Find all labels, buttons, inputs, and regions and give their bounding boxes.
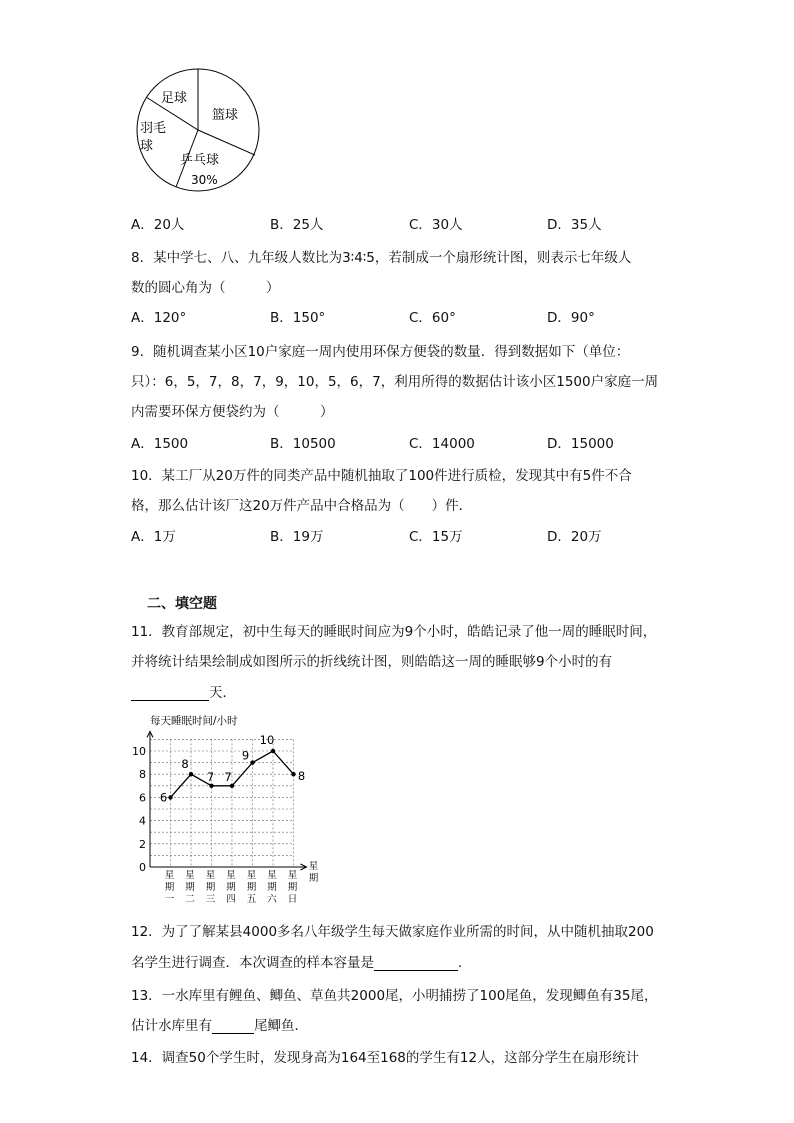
q8-option-c: C．60° [409, 310, 456, 326]
x-tick-label: 星 [185, 870, 195, 881]
x-tick-label: 星 [205, 870, 216, 881]
q7-option-c: C．30人 [409, 217, 463, 233]
x-tick-label: 期 [164, 882, 175, 893]
x-tick-label: 星 [267, 870, 277, 881]
data-label: 6 [159, 790, 168, 805]
pie-label-pingpong-pct: 30% [191, 173, 218, 187]
q8-line-1: 8．某中学七、八、九年级人数比为3∶4∶5，若制成一个扇形统计图，则表示七年级人 [131, 250, 632, 266]
data-label: 7 [224, 769, 232, 784]
x-tick-label: 星 [287, 870, 298, 881]
data-point [230, 784, 234, 788]
x-axis-title: 星 [308, 861, 319, 872]
q9-line-2: 只）：6，5，7，8，7，9，10，5，6，7，利用所得的数据估计该小区1500户家庭一周 [131, 374, 659, 390]
q10-option-b: B．19万 [270, 529, 324, 545]
q10-option-a: A．1万 [131, 529, 176, 545]
q13-line-2-prefix: 估计水库里有 [131, 1018, 212, 1034]
q12-line-2 [131, 951, 472, 971]
x-tick-label: 三 [205, 894, 216, 905]
data-point [168, 795, 172, 799]
q12-line-1: 12．为了了解某县4000多名八年级学生每天做家庭作业所需的时间，从中随机抽取200 [131, 924, 654, 940]
q13-line-2 [131, 1014, 308, 1034]
q8-option-a: A．120° [131, 310, 187, 326]
data-label: 7 [206, 769, 215, 784]
q7-option-a: A．20人 [131, 217, 185, 233]
q12-answer-blank[interactable] [374, 956, 458, 971]
x-tick-label: 期 [226, 882, 236, 893]
x-tick-label: 四 [226, 894, 236, 905]
x-tick-label: 期 [287, 882, 298, 893]
x-tick-label: 期 [205, 882, 216, 893]
pie-label-badminton-1: 羽毛 [140, 121, 167, 136]
y-tick-label: 4 [139, 814, 146, 828]
q12-line-2-suffix: ． [458, 955, 472, 971]
q9-line-3: 内需要环保方便袋约为（ ） [131, 404, 334, 420]
x-axis-title: 期 [308, 873, 319, 884]
q11-line-3-suffix: 天． [209, 685, 236, 701]
data-label: 9 [241, 748, 250, 763]
q11-line-1: 11．教育部规定，初中生每天的睡眠时间应为9个小时，皓皓记录了他一周的睡眠时间， [131, 624, 657, 640]
q9-line-1: 9．随机调查某小区10户家庭一周内使用环保方便袋的数量．得到数据如下（单位： [131, 344, 630, 360]
q10-line-2: 格，那么估计该厂这20万件产品中合格品为（ ）件． [131, 498, 473, 514]
sleep-line-chart [128, 712, 328, 905]
q13-line-2-suffix: 尾鲫鱼． [254, 1018, 308, 1034]
pie-label-badminton-2: 球 [140, 139, 154, 154]
q12-line-2-prefix: 名学生进行调查．本次调查的样本容量是 [131, 955, 374, 971]
x-tick-label: 星 [226, 870, 236, 881]
q10-line-1: 10．某工厂从20万件的同类产品中随机抽取了100件进行质检，发现其中有5件不合 [131, 468, 632, 484]
data-label: 8 [297, 769, 306, 784]
data-label: 10 [259, 733, 275, 747]
q11-line-2: 并将统计结果绘制成如图所示的折线统计图，则皓皓这一周的睡眠够9个小时的有 [131, 654, 613, 670]
chart-title: 每天睡眠时间/小时 [150, 715, 238, 727]
x-tick-label: 六 [267, 894, 277, 905]
q10-option-d: D．20万 [547, 529, 602, 545]
x-tick-label: 一 [164, 894, 175, 905]
data-point [291, 772, 295, 776]
pie-chart [130, 66, 265, 196]
q8-line-2: 数的圆心角为（ ） [131, 280, 280, 296]
q8-option-d: D．90° [547, 310, 595, 326]
pie-label-football: 足球 [161, 91, 188, 106]
pie-label-pingpong: 乒乓球 [180, 153, 220, 168]
q11-line-3 [131, 681, 236, 701]
q9-option-d: D．15000 [547, 436, 614, 452]
y-tick-label: 8 [139, 768, 146, 782]
x-tick-label: 二 [185, 894, 195, 905]
q7-option-b: B．25人 [270, 217, 324, 233]
q10-option-c: C．15万 [409, 529, 463, 545]
data-point [209, 784, 213, 788]
y-tick-label: 6 [139, 791, 146, 805]
data-point [250, 760, 254, 764]
q14-line-1: 14．调查50个学生时，发现身高为164至168的学生有12人，这部分学生在扇形统计 [131, 1050, 640, 1066]
pie-divider-4 [198, 130, 255, 155]
x-tick-label: 期 [246, 882, 257, 893]
data-point [271, 749, 275, 753]
q13-line-1: 13．一水库里有鲤鱼、鲫鱼、草鱼共2000尾，小明捕捞了100尾鱼，发现鲫鱼有35尾， [131, 988, 658, 1004]
x-tick-label: 日 [287, 894, 298, 905]
x-tick-label: 期 [267, 882, 277, 893]
q8-option-b: B．150° [270, 310, 326, 326]
y-tick-label: 2 [139, 837, 146, 851]
x-tick-label: 五 [246, 894, 257, 905]
y-tick-label: 0 [139, 861, 146, 874]
q13-answer-blank[interactable] [212, 1019, 254, 1034]
q9-option-c: C．14000 [409, 436, 475, 452]
data-label: 8 [181, 757, 189, 772]
q9-option-b: B．10500 [270, 436, 336, 452]
pie-label-basketball: 篮球 [212, 108, 239, 123]
q11-answer-blank[interactable] [131, 686, 209, 701]
x-tick-label: 星 [246, 870, 257, 881]
q9-option-a: A．1500 [131, 436, 189, 452]
y-tick-label: 10 [132, 745, 146, 758]
x-tick-label: 星 [164, 870, 175, 881]
q7-option-d: D．35人 [547, 217, 602, 233]
section-title-fill-in: 二、填空题 [147, 596, 217, 612]
data-point [189, 772, 193, 776]
x-tick-label: 期 [185, 882, 195, 893]
